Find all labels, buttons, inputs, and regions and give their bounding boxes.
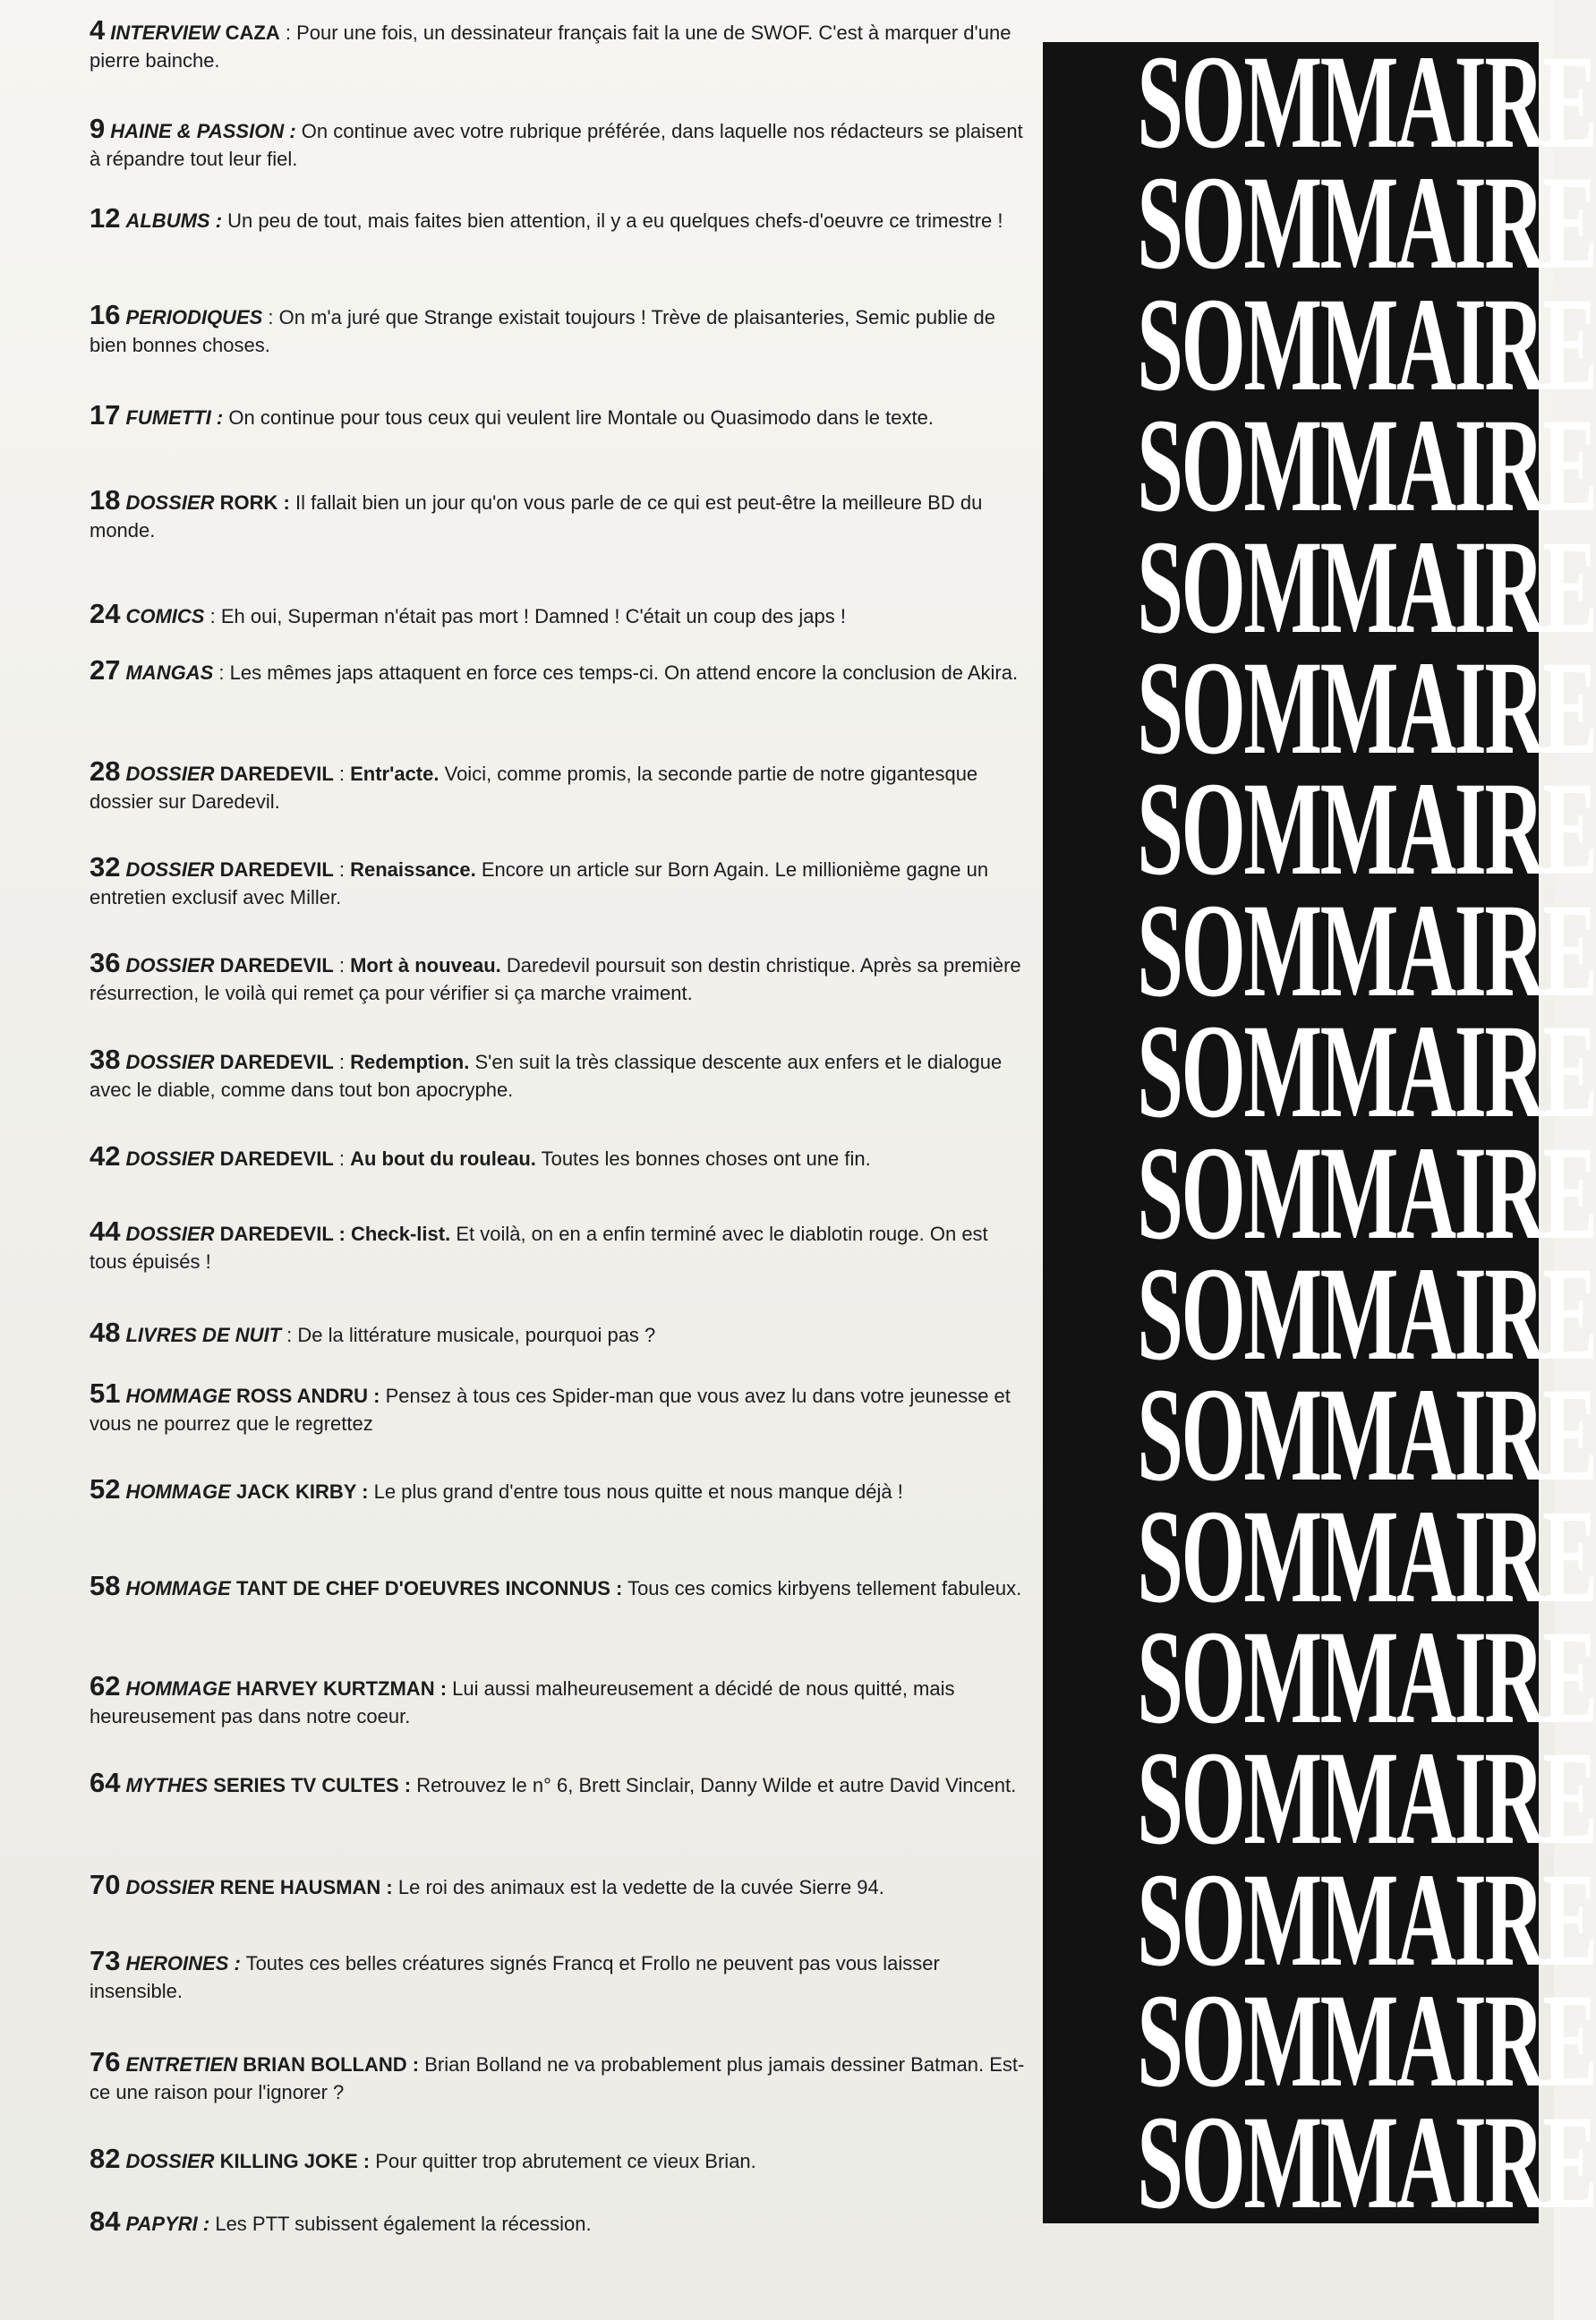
entry-description: Un peu de tout, mais faites bien attention, il y a eu quelques chefs-d'oeuvre ce trimestre !	[227, 209, 1003, 232]
sommaire-word: SOMMAIRE	[1137, 875, 1596, 1025]
toc-entry	[90, 1769, 1029, 1799]
rubric-label: HEROINES :	[125, 1952, 241, 1975]
entry-separator: :	[333, 1051, 351, 1073]
page-number: 12	[90, 202, 121, 234]
rubric-label: PERIODIQUES	[125, 306, 263, 328]
rubric-label: HAINE & PASSION :	[110, 120, 296, 142]
toc-entry	[90, 2048, 1029, 2106]
toc-entry	[90, 1947, 1029, 2005]
page-number: 16	[90, 299, 121, 330]
entry-description: On continue avec votre rubrique préférée, dans laquelle nos rédacteurs se plaisent à répandre tout leur fiel.	[90, 120, 1023, 170]
entry-subject: DAREDEVIL	[219, 954, 334, 977]
rubric-label: DOSSIER	[125, 1147, 215, 1170]
rubric-label: DOSSIER	[125, 1051, 215, 1073]
rubric-label: DOSSIER	[125, 954, 215, 977]
entry-chapter-title: Mort à nouveau.	[350, 954, 501, 977]
rubric-label: DOSSIER	[125, 858, 215, 881]
entry-description: Le plus grand d'entre tous nous quitte et nous manque déjà !	[373, 1480, 903, 1503]
entry-description: Et voilà, on en a enfin terminé avec le diablotin rouge. On est tous épuisés !	[90, 1223, 988, 1273]
sommaire-word: SOMMAIRE	[1137, 269, 1596, 419]
toc-entry	[90, 600, 1029, 630]
entry-separator: :	[281, 1324, 298, 1346]
rubric-label: HOMMAGE	[125, 1480, 231, 1503]
entry-separator: :	[333, 858, 351, 881]
toc-entry	[90, 1572, 1029, 1602]
toc-entry	[90, 486, 1029, 544]
entry-subject: DAREDEVIL :	[219, 1223, 346, 1245]
page-number: 28	[90, 755, 121, 787]
toc-entry	[90, 1672, 1029, 1730]
toc-entry	[90, 204, 1029, 235]
rubric-label: HOMMAGE	[125, 1677, 231, 1700]
toc-entry	[90, 1318, 1029, 1349]
toc-entry	[90, 1142, 1029, 1173]
sommaire-word: SOMMAIRE	[1137, 28, 1596, 176]
entry-subject: HARVEY KURTZMAN :	[235, 1677, 448, 1700]
entry-description: Brian Bolland ne va probablement plus jamais dessiner Batman. Est-ce une raison pour l'ignorer ?	[90, 2053, 1025, 2103]
entry-chapter-title: Renaissance.	[350, 858, 476, 881]
entry-subject: TANT DE CHEF D'OEUVRES INCONNUS :	[235, 1577, 623, 1599]
entry-subject: BRIAN BOLLAND :	[243, 2053, 420, 2076]
page-number: 24	[90, 598, 121, 629]
page-number: 48	[90, 1317, 121, 1348]
entry-description: Les PTT subissent également la récession.	[215, 2213, 592, 2235]
rubric-label: PAPYRI :	[125, 2213, 210, 2235]
sommaire-word: SOMMAIRE	[1137, 1360, 1596, 1510]
toc-entry	[90, 401, 1029, 431]
toc-entry	[90, 656, 1029, 687]
entry-subject: CAZA	[225, 21, 280, 44]
page-number: 62	[90, 1670, 121, 1702]
sommaire-word: SOMMAIRE	[1137, 1118, 1596, 1267]
page-number: 58	[90, 1570, 121, 1601]
page-number: 51	[90, 1378, 121, 1409]
sommaire-word: SOMMAIRE	[1137, 1239, 1596, 1388]
sommaire-word: SOMMAIRE	[1137, 149, 1596, 298]
entry-description: Le roi des animaux est la vedette de la cuvée Sierre 94.	[397, 1876, 884, 1898]
page-number: 82	[90, 2143, 121, 2174]
page-number: 64	[90, 1767, 121, 1798]
entry-description: De la littérature musicale, pourquoi pas ?	[297, 1324, 656, 1346]
sommaire-word: SOMMAIRE	[1137, 2087, 1596, 2237]
entry-description: Voici, comme promis, la seconde partie de notre gigantesque dossier sur Daredevil.	[90, 763, 978, 813]
rubric-label: LIVRES DE NUIT	[125, 1324, 282, 1346]
sommaire-word: SOMMAIRE	[1137, 1966, 1596, 2116]
entry-separator: :	[333, 763, 351, 785]
entry-subject: JACK KIRBY :	[235, 1480, 369, 1503]
entry-description: Eh oui, Superman n'était pas mort ! Damned ! C'était un coup des japs !	[220, 605, 846, 627]
page-number: 73	[90, 1945, 121, 1976]
entry-subject: DAREDEVIL	[219, 1147, 334, 1170]
sommaire-word: SOMMAIRE	[1137, 755, 1596, 904]
toc-entry	[90, 1475, 1029, 1505]
toc-entry	[90, 1045, 1029, 1104]
entry-chapter-title: Redemption.	[350, 1051, 470, 1073]
entry-description: On continue pour tous ceux qui veulent lire Montale ou Quasimodo dans le texte.	[228, 406, 934, 429]
entry-description: Encore un article sur Born Again. Le millionième gagne un entretien exclusif avec Miller.	[90, 858, 989, 908]
entry-description: Tous ces comics kirbyens tellement fabuleux.	[627, 1577, 1022, 1599]
page-number: 32	[90, 851, 121, 883]
toc-entry	[90, 1217, 1029, 1275]
entry-separator: :	[333, 954, 351, 977]
toc-entry	[90, 301, 1029, 359]
page-number: 44	[90, 1215, 121, 1247]
page-number: 76	[90, 2046, 121, 2077]
entry-description: Les mêmes japs attaquent en force ces temps-ci. On attend encore la conclusion de Akira.	[229, 661, 1019, 684]
entry-description: Pour une fois, un dessinateur français fait la une de SWOF. C'est à marquer d'une pierre bainche.	[90, 21, 1011, 72]
page-number: 27	[90, 654, 121, 686]
rubric-label: FUMETTI :	[125, 406, 224, 429]
toc-entry	[90, 115, 1029, 173]
entry-separator: :	[213, 661, 230, 684]
rubric-label: COMICS	[125, 605, 205, 627]
page-number: 70	[90, 1869, 121, 1900]
entry-description: Lui aussi malheureusement a décidé de nous quitté, mais heureusement pas dans notre coeur.	[90, 1677, 955, 1727]
rubric-label: INTERVIEW	[110, 21, 220, 44]
entry-description: Toutes ces belles créatures signés Francq et Frollo ne peuvent pas vous laisser insensible.	[90, 1952, 940, 2002]
rubric-label: DOSSIER	[125, 2150, 215, 2172]
entry-description: S'en suit la très classique descente aux enfers et le dialogue avec le diable, comme dans tout bon apocryphe.	[90, 1051, 1003, 1101]
rubric-label: ALBUMS :	[125, 209, 223, 232]
sommaire-banner	[1043, 28, 1596, 2237]
entry-description: Toutes les bonnes choses ont une fin.	[535, 1147, 871, 1170]
entry-description: On m'a juré que Strange existait toujours ! Trève de plaisanteries, Semic publie de bien bonnes choses.	[90, 306, 995, 356]
sommaire-word: SOMMAIRE	[1137, 391, 1596, 541]
entry-subject: DAREDEVIL	[219, 763, 334, 785]
entry-subject: ROSS ANDRU :	[235, 1385, 380, 1407]
entry-description: Retrouvez le n° 6, Brett Sinclair, Danny Wilde et autre David Vincent.	[416, 1774, 1017, 1796]
page-number: 38	[90, 1044, 121, 1075]
entry-description: Il fallait bien un jour qu'on vous parle de ce qui est peut-être la meilleure BD du monde.	[90, 491, 983, 542]
entry-subject: RORK :	[219, 491, 290, 514]
rubric-label: HOMMAGE	[125, 1385, 231, 1407]
page-number: 42	[90, 1140, 121, 1172]
entry-subject: DAREDEVIL	[219, 1051, 334, 1073]
toc-entry	[90, 949, 1029, 1007]
entry-description: Pensez à tous ces Spider-man que vous avez lu dans votre jeunesse et vous ne pourrez que le regrettez	[90, 1385, 1011, 1435]
rubric-label: DOSSIER	[125, 491, 215, 514]
sommaire-word: SOMMAIRE	[1137, 1845, 1596, 1994]
entry-chapter-title: Check-list.	[350, 1223, 451, 1245]
toc-entry	[90, 1379, 1029, 1437]
entry-separator: :	[262, 306, 279, 328]
sommaire-word: SOMMAIRE	[1137, 633, 1596, 782]
entry-subject: KILLING JOKE :	[219, 2150, 371, 2172]
rubric-label: DOSSIER	[125, 1223, 215, 1245]
rubric-label: MANGAS	[125, 661, 214, 684]
entry-subject: RENE HAUSMAN :	[219, 1876, 393, 1898]
page-number: 17	[90, 399, 121, 431]
toc-entry	[90, 16, 1029, 74]
entry-separator: :	[204, 605, 221, 627]
entry-subject: DAREDEVIL	[219, 858, 334, 881]
page-number: 18	[90, 484, 121, 516]
sommaire-word: SOMMAIRE	[1137, 512, 1596, 661]
rubric-label: HOMMAGE	[125, 1577, 231, 1599]
sommaire-word: SOMMAIRE	[1137, 1724, 1596, 1873]
rubric-label: DOSSIER	[125, 763, 215, 785]
entry-description: Pour quitter trop abrutement ce vieux Brian.	[375, 2150, 756, 2172]
sommaire-word: SOMMAIRE	[1137, 1481, 1596, 1631]
toc-entry	[90, 2207, 1029, 2238]
entry-chapter-title: Au bout du rouleau.	[350, 1147, 536, 1170]
entry-chapter-title: Entr'acte.	[350, 763, 440, 785]
entry-description: Daredevil poursuit son destin christique. Après sa première résurrection, le voilà qui remet ça pour vérifier si ça marche vraiment.	[90, 954, 1021, 1004]
page-number: 52	[90, 1473, 121, 1505]
rubric-label: ENTRETIEN	[125, 2053, 238, 2076]
page-number: 36	[90, 947, 121, 978]
toc-entry	[90, 853, 1029, 911]
toc-entry	[90, 1871, 1029, 1901]
entry-separator: :	[279, 21, 297, 44]
page-number: 84	[90, 2205, 121, 2237]
rubric-label: MYTHES	[125, 1774, 209, 1796]
toc-entry	[90, 757, 1029, 815]
rubric-label: DOSSIER	[125, 1876, 215, 1898]
page-number: 9	[90, 113, 106, 144]
page-number: 4	[90, 14, 106, 46]
entry-subject: SERIES TV CULTES :	[213, 1774, 412, 1796]
toc-entry	[90, 2145, 1029, 2175]
entry-separator: :	[333, 1147, 351, 1170]
sommaire-word: SOMMAIRE	[1137, 1603, 1596, 1753]
sommaire-word: SOMMAIRE	[1137, 997, 1596, 1147]
